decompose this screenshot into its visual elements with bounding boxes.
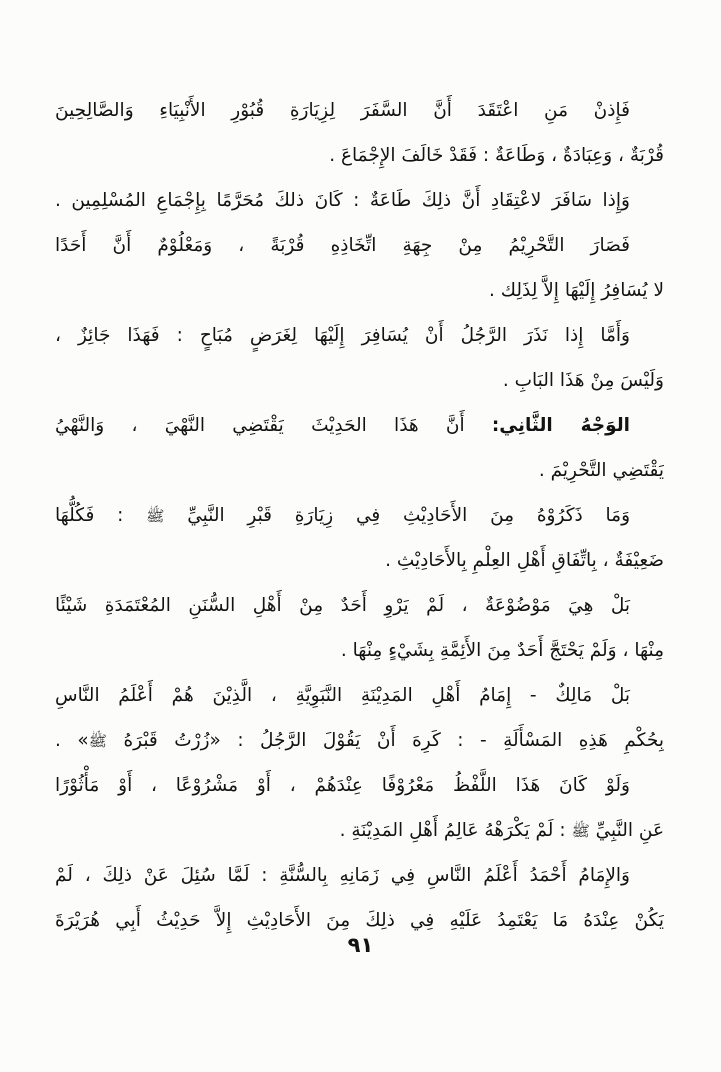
text-line: فَإِذنْ مَنِ اعْتَقَدَ أَنَّ السَّفَرَ لِزِيَارَةِ قُبُوْرِ الأَنْبِيَاءِ وَالصَّالِحِينَ <box>55 100 630 121</box>
text-line: وَلَيْسَ مِنْ هَذَا البَابِ . <box>502 370 664 391</box>
pbuh-honorific: ﷺ <box>88 732 107 750</box>
text-line: بَلْ هِيَ مَوْضُوْعَةٌ ، لَمْ يَرْوِ أَحَدٌ مِنْ أَهْلِ السُّنَنِ المُعْتَمَدَةِ شَيْئًا <box>55 595 630 616</box>
text-line: وَالإِمَامُ أَحْمَدُ أَعْلَمُ النَّاسِ فِي زَمَانِهِ بِالسُّنَّةِ : لَمَّا سُئِلَ عَنْ ذلِكَ ، لَمْ <box>55 865 630 886</box>
text-line: يَقْتَضِي التَّحْرِيْمَ . <box>538 460 664 481</box>
body-text <box>55 88 664 943</box>
text-line: لا يُسَافِرُ إِلَيْهَا إِلاَّ لِذَلِك . <box>489 280 664 301</box>
text-line <box>55 718 664 763</box>
text-line: ضَعِيْفَةٌ ، بِاتِّفَاقِ أَهْلِ العِلْمِ بِالأَحَادِيْثِ . <box>385 550 664 571</box>
text-segment: : فَكُلُّهَا <box>55 505 147 526</box>
text-line <box>55 493 664 538</box>
text-segment: بِحُكْمِ هَذِهِ المَسْأَلَةِ - : كَرِهَ أَنْ يَقُوْلَ الرَّجُلُ : «زُرْتُ قَبْرَهُ <box>106 730 664 751</box>
text-segment: أَنَّ هَذَا الحَدِيْثَ يَقْتَضِي النَّهْيَ ، وَالنَّهْيُ <box>55 415 492 436</box>
text-line: مِنْهَا ، وَلَمْ يَحْتَجَّ أَحَدٌ مِنَ الأَئِمَّةِ بِشَيْءٍ مِنْهَا . <box>340 640 664 661</box>
text-line: بَلْ مَالِكٌ - إِمَامُ أَهْلِ المَدِيْنَةِ النَّبَوِيَّةِ ، الَّذِيْنَ هُمْ أَعْلَمُ النَّاسِ <box>55 685 630 706</box>
section-heading: الوَجْهُ الثَّانِي: <box>491 415 631 436</box>
text-line <box>55 403 664 448</box>
text-line: قُرْبَةٌ ، وَعِبَادَةٌ ، وَطَاعَةٌ : فَقَدْ خَالَفَ الإِجْمَاعَ . <box>329 145 664 166</box>
text-segment: : لَمْ يَكْرَهْهُ عَالِمُ أَهْلِ المَدِيْنَةِ . <box>339 820 572 841</box>
text-line: وَأَمَّا إِذا نَذَرَ الرَّجُلُ أَنْ يُسَافِرَ إِلَيْهَا لِغَرَضٍ مُبَاحٍ : فَهَذَا جَائِزٌ ، <box>55 325 630 346</box>
text-line <box>55 808 664 853</box>
pbuh-honorific: ﷺ <box>571 822 590 840</box>
text-line: وَلَوْ كَانَ هَذَا اللَّفْظُ مَعْرُوْفًا عِنْدَهُمْ ، أَوْ مَشْرُوْعًا ، أَوْ مَأْثُوْرًا <box>55 775 630 796</box>
pbuh-honorific: ﷺ <box>146 507 165 525</box>
text-line: فَصَارَ التَّحْرِيْمُ مِنْ جِهَةِ اتِّخَاذِهِ قُرْبَةً ، وَمَعْلُوْمٌ أَنَّ أَحَدًا <box>55 235 630 256</box>
text-segment: وَمَا ذَكَرُوْهُ مِنَ الأَحَادِيْثِ فِي زِيَارَةِ قَبْرِ النَّبِيِّ <box>164 505 630 526</box>
text-line: يَكُنْ عِنْدَهُ مَا يَعْتَمِدُ عَلَيْهِ فِي ذلِكَ مِنَ الأَحَادِيْثِ إِلاَّ حَدِيْثُ أَبِي هُرَيْرَةَ <box>55 910 664 931</box>
text-line: وَإِذا سَافَرَ لاعْتِقَادِ أَنَّ ذلِكَ طَاعَةٌ : كَانَ ذلكَ مُحَرَّمًا بِإِجْمَاعِ المُسْلِمِين . <box>55 190 630 211</box>
page-number: ٩١ <box>347 933 374 957</box>
text-segment: عَنِ النَّبِيِّ <box>589 820 664 841</box>
text-segment: » . <box>55 730 89 751</box>
